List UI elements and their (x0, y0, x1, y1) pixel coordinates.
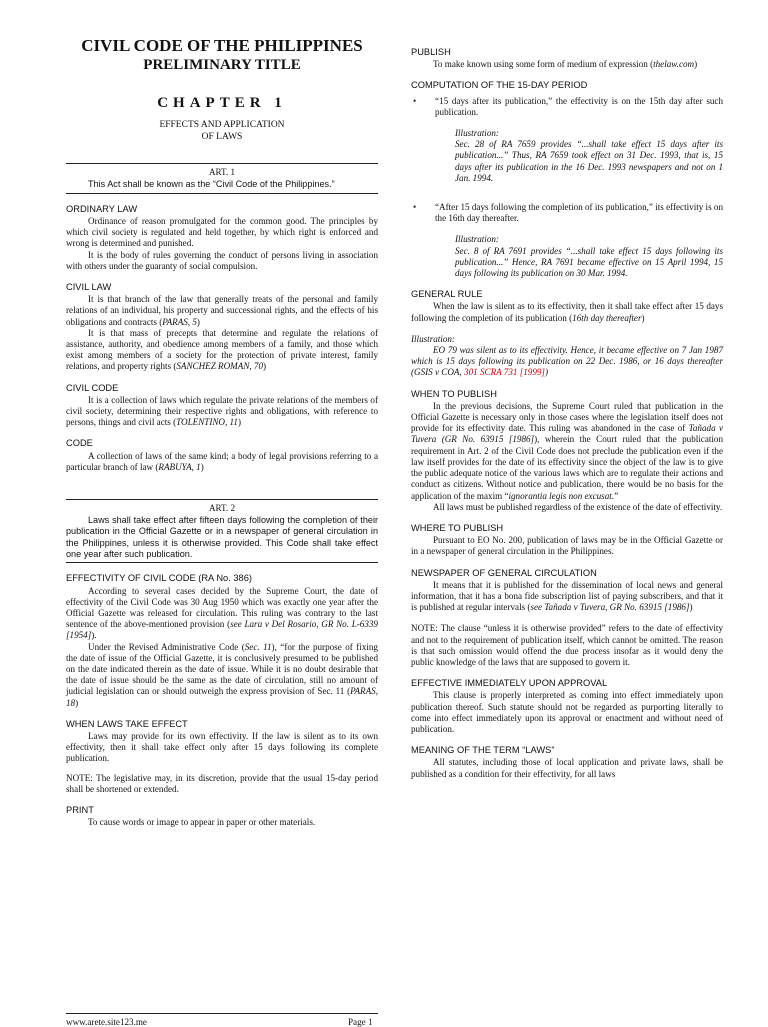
list-item: • “15 days after its publication,” the effectivity is on the 15th day after such publication. (413, 95, 723, 117)
left-column (66, 36, 378, 828)
paragraph: Under the Revised Administrative Code (Sec. 11), “for the purpose of fixing the date of issue of the Official Gazette, it is conclusively presumed to be published on the date indicated therein as the date of issue. While it is no doubt desirable that the date of issue should be the same as the date of circulation, still no amount of judicial legislation can or should outweigh the express provision of Sec. 11 (PARAS, 18) (66, 641, 378, 708)
paragraph: It is the body of rules governing the conduct of persons living in association with others under the guaranty of social compulsion. (66, 249, 378, 271)
section-heading-print: PRINT (66, 805, 94, 816)
paragraph: To cause words or image to appear in paper or other materials. (88, 817, 316, 828)
paragraph: When the law is silent as to its effectivity, then it shall take effect after 15 days following the completion of its publication (16th day thereafter) (411, 301, 723, 323)
paragraph: This clause is properly interpreted as coming into effect immediately upon publication thereof. Such statute should not be regarded as purporting literally to come into effect immediately upon its approval or enactment and without need of publication. (411, 690, 723, 734)
citation: see Lara v Del Rosario, GR No. L-6339 [1954] (66, 619, 378, 641)
illustration-label: Illustration: (411, 333, 455, 344)
note-paragraph: NOTE: The legislative may, in its discretion, provide that the usual 15-day period shall be shortened or extended. (66, 772, 378, 794)
paragraph: Laws may provide for its own effectivity. If the law is silent as to its own effectivity, then it shall take effect only after 15 days following its complete publication. (66, 731, 378, 764)
article-2-box (66, 499, 378, 563)
article-1-title: ART. 1 (208, 167, 236, 178)
article-1-text: This Act shall be known as the “Civil Code of the Philippines.” (88, 179, 335, 190)
bullet-icon: • (413, 95, 417, 106)
article-2-text: Laws shall take effect after fifteen days following the completion of their publication in the Official Gazette or in a newspaper of general circulation in the Philippines, unless it is otherwise provided. This Code shall take effect one year after such publication. (66, 515, 378, 560)
paragraph: All statutes, including those of local application and private laws, shall be published as a condition for their effectivity, for all laws (411, 757, 723, 779)
section-heading-when-to-publish: WHEN TO PUBLISH (411, 388, 497, 399)
paragraph: It is that mass of precepts that determine and regulate the relations of assistance, authority, and obedience among members of a family, and those which exist among members of a society for the protection of private interest, family relations, and property rights (SANCHEZ ROMAN, 70) (66, 327, 378, 372)
citation: TOLENTINO, 11 (176, 417, 238, 428)
citation: PARAS, 5 (162, 316, 197, 327)
citation: thelaw.com (653, 59, 695, 70)
section-heading-civil-code: CIVIL CODE (66, 382, 119, 393)
paragraph: To make known using some form of medium of expression (thelaw.com) (433, 59, 698, 70)
citation-link[interactable]: 301 SCRA 731 [1999] (464, 367, 545, 378)
page-number: Page 1 (348, 1017, 373, 1027)
document-title: CIVIL CODE OF THE PHILIPPINES (81, 36, 363, 55)
section-heading-general-rule: GENERAL RULE (411, 289, 483, 300)
section-heading-when-laws-take-effect: WHEN LAWS TAKE EFFECT (66, 718, 188, 729)
citation: RABUYA, 1 (158, 461, 201, 472)
illustration: EO 79 was silent as to its effectivity. Hence, it became effective on 7 Jan 1987 which is 15 days following its publication on 22 Dec. 1986, or 16 days thereafter (GSIS v COA, 301 SCRA 731 [1999]) (411, 345, 723, 378)
section-heading-computation: COMPUTATION OF THE 15-DAY PERIOD (411, 80, 588, 91)
paragraph: Pursuant to EO No. 200, publication of laws may be in the Official Gazette or in a newspaper of general circulation in the Philippines. (411, 535, 723, 557)
illustration: Illustration: Sec. 8 of RA 7691 provides “...shall take effect 15 days following its publication...” Hence, RA 7691 became effective on 15 April 1994, 15 days following its publication on 30 Mar. 1994. (455, 234, 723, 279)
paragraph: In the previous decisions, the Supreme Court ruled that publication in the Official Gazette is necessary only in those cases where the legislation itself does not provide for its effectivity date. This ruling was abandoned in the case of Tañada v Tuvera (GR No. 63915 [1986]), wherein the Court ruled that the publication requirement in Art. 2 of the Civil Code does not preclude the publication even if the law itself provides for the date of its effectivity since the object of the law is to give the public adequate notice of the various laws which are to regulate their actions and conduct as citizens. Without notice and publication, there would be no basis for the application of the maxim “ignorantia legis non excusat.” (411, 400, 724, 501)
citation: PARAS, 18 (66, 686, 378, 708)
bullet-icon: • (413, 202, 417, 213)
note-paragraph: NOTE: The clause “unless it is otherwise provided” refers to the date of effectivity and not to the requirement of publication itself, which cannot be omitted. The reason is that such omission would offend the due process insofar as it would deny the public knowledge of the laws that are supposed to govern it. (411, 623, 723, 667)
paragraph: All laws must be published regardless of the existence of the date of effectivity. (433, 501, 723, 512)
section-heading-effectivity: EFFECTIVITY OF CIVIL CODE (RA No. 386) (66, 573, 252, 584)
page-footer (66, 1013, 378, 1027)
section-heading-publish: PUBLISH (411, 47, 451, 57)
right-column (411, 47, 723, 780)
section-heading-ordinary-law: ORDINARY LAW (66, 203, 138, 214)
section-heading-effective-immediately: EFFECTIVE IMMEDIATELY UPON APPROVAL (411, 678, 608, 689)
citation: Sec. 11 (244, 641, 272, 652)
illustration: Illustration: Sec. 28 of RA 7659 provides “...shall take effect 15 days after its publication...” Thus, RA 7659 took effect on 31 Dec. 1993, that is, 15 days after its publication in the 16 Dec. 1993 newspapers and not on 1 Jan. 1994. (455, 128, 723, 183)
article-1-box (66, 163, 378, 194)
paragraph: It is a collection of laws which regulate the private relations of the members of civil society, determining their respective rights and obligations, with reference to persons, things and civil acts (TOLENTINO, 11) (66, 394, 378, 428)
section-heading-meaning-of-laws: MEANING OF THE TERM “LAWS” (411, 745, 555, 756)
citation: see Tañada v Tuvera, GR No. 63915 [1986] (530, 602, 690, 613)
paragraph: It means that it is published for the dissemination of local news and general information, that it has a bona fide subscription list of paying subscribers, and that it is published at regular intervals (see Tañada v Tuvera, GR No. 63915 [1986]) (411, 579, 723, 613)
chapter-subtitle-line1: EFFECTS AND APPLICATION (159, 120, 285, 131)
article-2-title: ART. 2 (208, 502, 236, 513)
citation: 16th day thereafter (572, 312, 642, 323)
section-heading-civil-law: CIVIL LAW (66, 281, 112, 292)
document-subtitle: PRELIMINARY TITLE (143, 57, 301, 73)
paragraph: A collection of laws of the same kind; a body of legal provisions referring to a particular branch of law (RABUYA, 1) (66, 450, 378, 472)
section-heading-where-to-publish: WHERE TO PUBLISH (411, 522, 504, 533)
paragraph: Ordinance of reason promulgated for the common good. The principles by which civil society is regulated and held together, by which right is enforced and wrong is determined and punished. (66, 215, 378, 249)
chapter-heading: CHAPTER 1 (157, 95, 287, 111)
section-heading-newspaper: NEWSPAPER OF GENERAL CIRCULATION (411, 567, 597, 578)
paragraph: According to several cases decided by the Supreme Court, the date of effectivity of the Civil Code was 30 Aug 1950 which was exactly one year after the Official Gazette was released for circulation. This ruling was contrary to the last sentence of the above-mentioned provision (see Lara v Del Rosario, GR No. L-6339 [1954]). (66, 585, 378, 641)
citation: SANCHEZ ROMAN, 70 (176, 361, 264, 372)
chapter-subtitle-line2: OF LAWS (201, 132, 243, 143)
section-heading-code: CODE (66, 438, 93, 449)
footer-website[interactable]: www.arete.site123.me (66, 1017, 147, 1027)
paragraph: It is that branch of the law that generally treats of the personal and family relations of an individual, his property and successional rights, and the effects of his obligations and contracts (PARAS, 5) (66, 294, 378, 327)
list-item: • “After 15 days following the completion of its publication,” its effectivity is on the 16th day thereafter. (413, 202, 723, 224)
